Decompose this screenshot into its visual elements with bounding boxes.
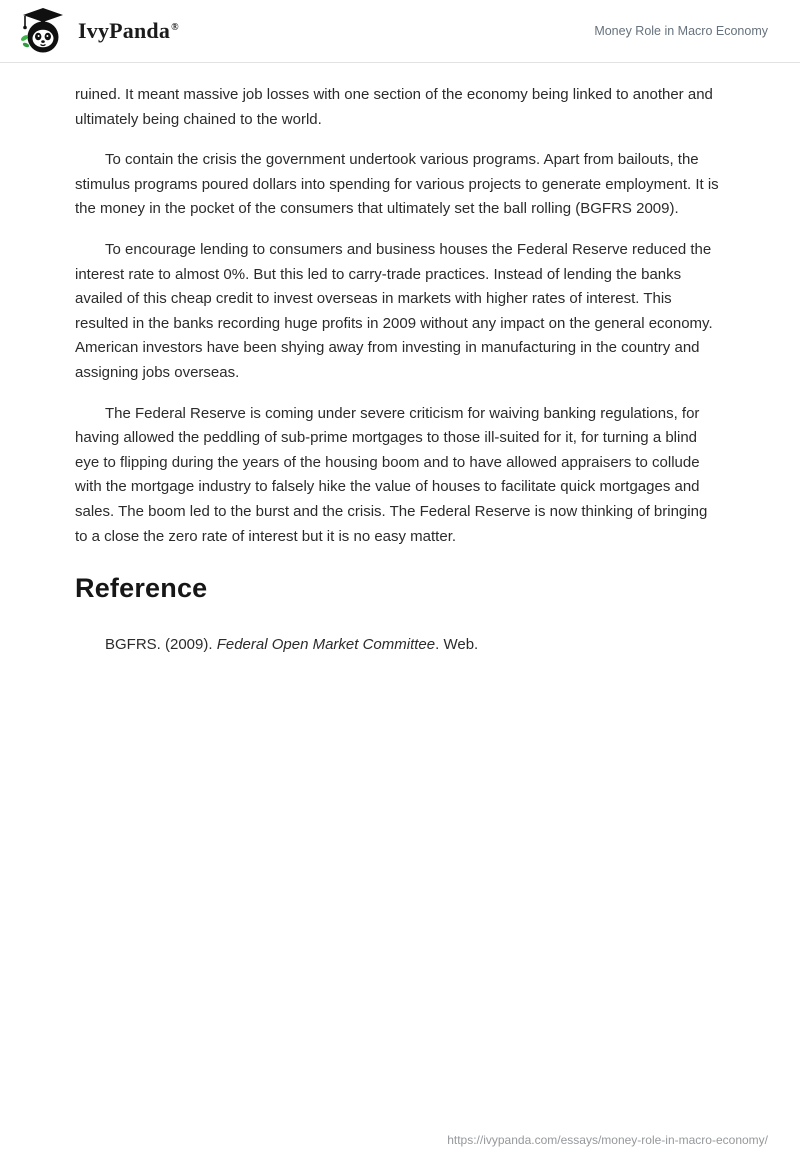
- ivypanda-logo[interactable]: [20, 7, 179, 55]
- source-url: https://ivypanda.com/essays/money-role-in-macro-economy/: [447, 1133, 768, 1147]
- brand-name: IvyPanda®: [78, 18, 179, 43]
- registered-mark: ®: [171, 21, 179, 33]
- paragraph: The Federal Reserve is coming under severe criticism for waiving banking regulations, for having allowed the peddling of sub-prime mortgages to those ill-suited for it, for turning a blind eye to flipping during the years of the housing boom and to have allowed appraisers to collude with the mortgage industry to falsely hike the value of houses to facilitate quick mortgages and sales. The boom led to the burst and the crisis. The Federal Reserve is now thinking of bringing to a close the zero rate of interest but it is no easy matter.: [75, 404, 708, 545]
- document-title: Money Role in Macro Economy: [594, 24, 768, 38]
- panda-graduate-icon: [20, 7, 66, 55]
- paragraph: To encourage lending to consumers and business houses the Federal Reserve reduced the interest rate to almost 0%. But this led to carry-trade practices. Instead of lending the banks availed of this cheap credit to invest overseas in markets with higher rates of interest. This resulted in the banks recording huge profits in 2009 without any impact on the general economy. American investors have been shying away from investing in manufacturing in the country and assigning jobs overseas.: [75, 240, 713, 381]
- reference-heading: Reference: [75, 573, 208, 604]
- reference-suffix: . Web.: [435, 636, 479, 654]
- reference-entry: [75, 633, 722, 658]
- paragraph: To contain the crisis the government undertook various programs. Apart from bailouts, the stimulus programs poured dollars into spending for various projects to generate employment. It is the money in the pocket of the consumers that ultimately set the ball rolling (BGFRS 2009).: [75, 151, 719, 218]
- essay-body: [0, 63, 800, 658]
- page-header: [0, 0, 800, 63]
- reference-title: Federal Open Market Committee: [216, 636, 436, 654]
- paragraph: ruined. It meant massive job losses with one section of the economy being linked to another and ultimately being chained to the world.: [75, 86, 713, 128]
- reference-author-year: BGFRS. (2009).: [105, 636, 217, 654]
